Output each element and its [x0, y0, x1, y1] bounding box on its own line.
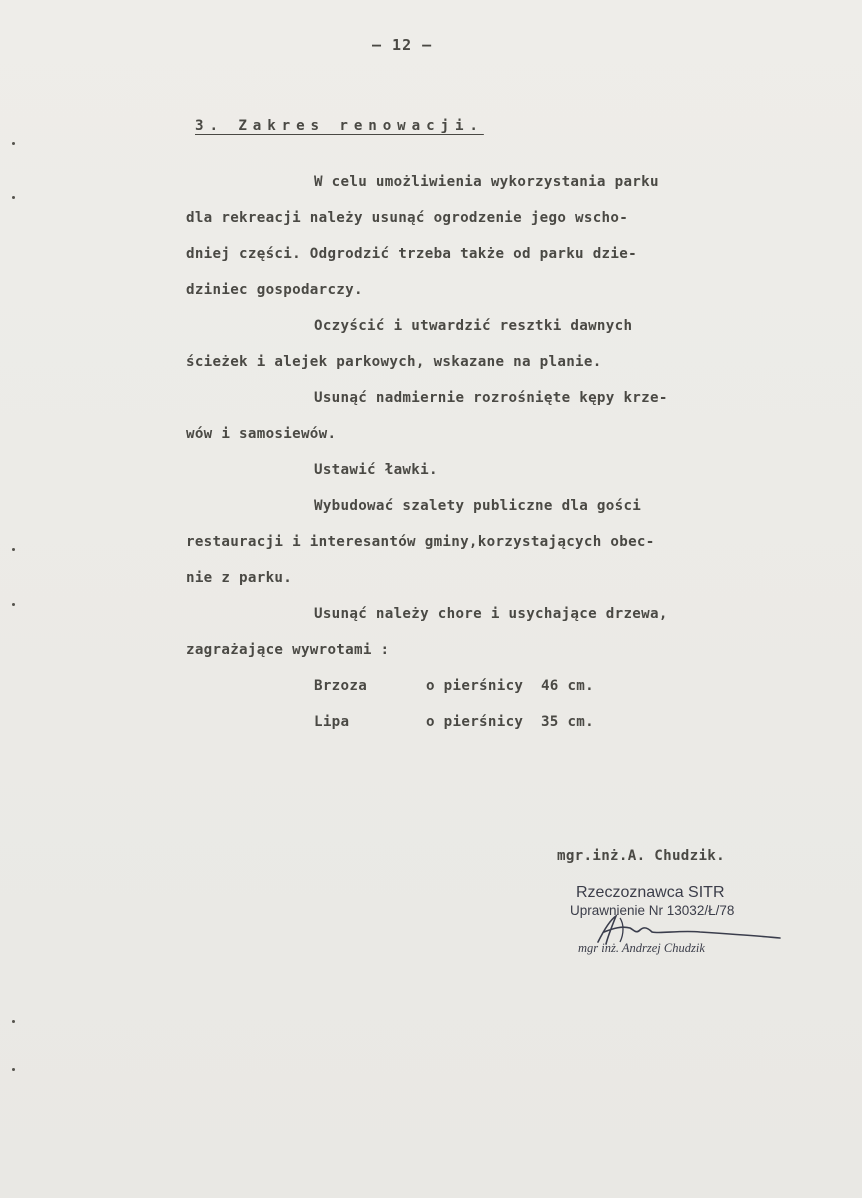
handwritten-signature — [590, 912, 790, 952]
body-line: zagrażające wywrotami : — [186, 642, 390, 658]
stamp-name: mgr inż. Andrzej Chudzik — [578, 941, 705, 955]
stamp-permission: Uprawnienie Nr 13032/Ł/78 — [570, 903, 735, 918]
tree-diameter: o pierśnicy 46 cm. — [426, 678, 594, 694]
body-line: dla rekreacji należy usunąć ogrodzenie jego wscho- — [186, 210, 629, 226]
page-number: — 12 — — [372, 36, 433, 54]
tree-diameter: o pierśnicy 35 cm. — [426, 714, 594, 730]
tree-name: Brzoza — [314, 678, 368, 694]
punch-mark — [12, 1020, 15, 1023]
punch-mark — [12, 1068, 15, 1071]
tree-name: Lipa — [314, 714, 350, 730]
body-line: dziniec gospodarczy. — [186, 282, 363, 298]
stamp-title: Rzeczoznawca SITR — [576, 884, 725, 901]
punch-mark — [12, 142, 15, 145]
body-line: Oczyścić i utwardzić resztki dawnych — [314, 318, 633, 334]
punch-mark — [12, 196, 15, 199]
body-line: dniej części. Odgrodzić trzeba także od parku dzie- — [186, 246, 637, 262]
body-line: W celu umożliwienia wykorzystania parku — [314, 174, 659, 190]
punch-mark — [12, 603, 15, 606]
body-line: Ustawić ławki. — [314, 462, 438, 478]
body-line: Usunąć należy chore i usychające drzewa, — [314, 606, 668, 622]
body-line: Usunąć nadmiernie rozrośnięte kępy krze- — [314, 390, 668, 406]
section-heading: 3. Zakres renowacji. — [195, 118, 484, 134]
punch-mark — [12, 548, 15, 551]
body-line: Wybudować szalety publiczne dla gości — [314, 498, 642, 514]
body-line: nie z parku. — [186, 570, 293, 586]
body-line: wów i samosiewów. — [186, 426, 337, 442]
body-line: ścieżek i alejek parkowych, wskazane na planie. — [186, 354, 602, 370]
author-signature-line: mgr.inż.A. Chudzik. — [557, 848, 725, 864]
body-line: restauracji i interesantów gminy,korzystających obec- — [186, 534, 655, 550]
